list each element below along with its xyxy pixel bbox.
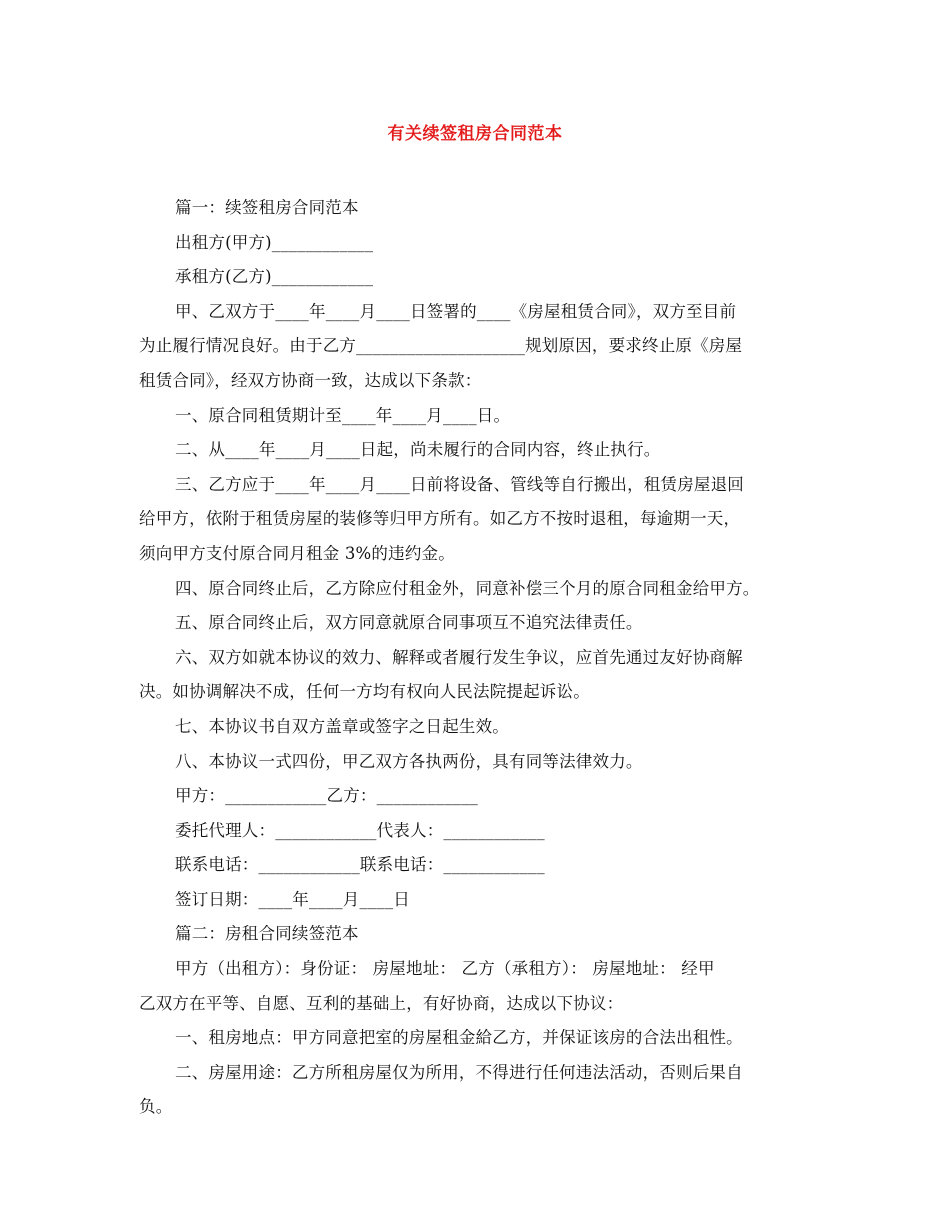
paragraph-line: 二、房屋用途：乙方所租房屋仅为所用，不得进行任何违法活动，否则后果自 [175, 1062, 743, 1082]
document-body [139, 191, 819, 1125]
signature-line: 委托代理人：____________代表人：____________ [175, 820, 545, 840]
paragraph-line: 六、双方如就本协议的效力、解释或者履行发生争议，应首先通过友好协商解 [175, 647, 743, 667]
paragraph-line: 为止履行情况良好。由于乙方____________________规划原因，要求终止原《房屋 [139, 336, 743, 356]
signature-line: 签订日期：____年____月____日 [175, 889, 410, 909]
paragraph-line: 给甲方，依附于租赁房屋的装修等归甲方所有。如乙方不按时退租，每逾期一天， [139, 509, 741, 529]
paragraph-line: 租赁合同》，经双方协商一致，达成以下条款： [139, 370, 482, 390]
paragraph-line: 甲方（出租方）：身份证： 房屋地址： 乙方（承租方）： 房屋地址： 经甲 [175, 959, 715, 979]
paragraph-line: 甲、乙双方于____年____月____日签署的____《房屋租赁合同》，双方至目前 [175, 301, 737, 321]
paragraph-line: 三、乙方应于____年____月____日前将设备、管线等自行搬出，租赁房屋退回 [175, 474, 744, 494]
paragraph-line: 四、原合同终止后，乙方除应付租金外，同意补偿三个月的原合同租金给甲方。 [175, 578, 760, 598]
paragraph-line: 乙双方在平等、自愿、互利的基础上，有好协商，达成以下协议： [139, 993, 624, 1013]
section-heading: 篇二：房租合同续签范本 [175, 924, 359, 944]
paragraph-line: 负。 [139, 1097, 173, 1117]
signature-line: 联系电话：____________联系电话：____________ [175, 855, 545, 875]
paragraph-line: 二、从____年____月____日起，尚未履行的合同内容，终止执行。 [175, 440, 661, 460]
paragraph-line: 决。如协调解决不成，任何一方均有权向人民法院提起诉讼。 [139, 682, 590, 702]
paragraph-line: 须向甲方支付原合同月租金 3%的违约金。 [139, 543, 455, 563]
signature-line: 甲方：____________乙方：____________ [175, 786, 478, 806]
paragraph-line: 七、本协议书自双方盖章或签字之日起生效。 [175, 716, 509, 736]
paragraph-line: 一、原合同租赁期计至____年____月____日。 [175, 405, 511, 425]
paragraph-line: 一、租房地点：甲方同意把室的房屋租金給乙方，并保证该房的合法出租性。 [175, 1028, 743, 1048]
paragraph-line: 出租方(甲方)____________ [175, 232, 374, 252]
paragraph-line: 八、本协议一式四份，甲乙双方各执两份，具有同等法律效力。 [175, 751, 643, 771]
document-title: 有关续签租房合同范本 [387, 124, 563, 144]
paragraph-line: 承租方(乙方)____________ [175, 267, 374, 287]
section-heading: 篇一：续签租房合同范本 [175, 198, 359, 217]
paragraph-line: 五、原合同终止后，双方同意就原合同事项互不追究法律责任。 [175, 613, 643, 633]
